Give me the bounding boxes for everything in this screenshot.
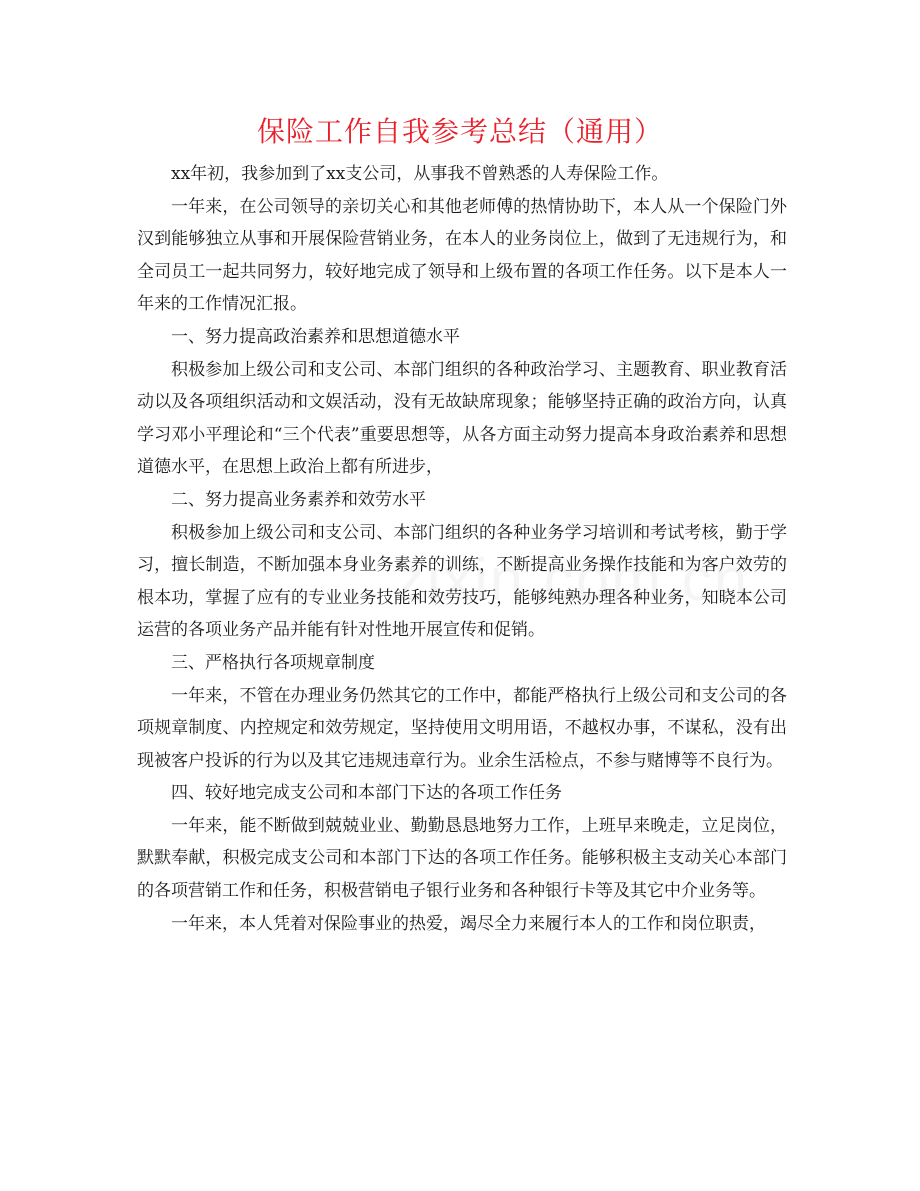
document-title: 保险工作自我参考总结（通用） — [256, 115, 663, 148]
paragraph-overview: 一年来，在公司领导的亲切关心和其他老师傅的热情协助下，本人从一个保险门外汉到能够独立从事和开展保险营销业务，在本人的业务岗位上，做到了无违规行为，和全司员工一起共同努力，较好地完成了领导和上级布置的各项工作任务。以下是本人一年来的工作情况汇报。 — [137, 196, 787, 315]
document-body — [137, 158, 787, 940]
paragraph-section-2: 积极参加上级公司和支公司、本部门组织的各种业务学习培训和考试考核，勤于学习，擅长制造，不断加强本身业务素养的训练，不断提高业务操作技能和为客户效劳的根本功，掌握了应有的专业业务技能和效劳技巧，能够纯熟办理各种业务，知晓本公司运营的各项业务产品并能有针对性地开展宣传和促销。 — [137, 522, 787, 641]
paragraph-closing: 一年来，本人凭着对保险事业的热爱，竭尽全力来履行本人的工作和岗位职责， — [171, 913, 766, 934]
paragraph-section-1: 积极参加上级公司和支公司、本部门组织的各种政治学习、主题教育、职业教育活动以及各项组织活动和文娱活动，没有无故缺席现象；能够坚持正确的政治方向，认真学习邓小平理论和“三个代表”重要思想等，从各方面主动努力提高本身政治素养和思想道德水平，在思想上政治上都有所进步， — [137, 359, 787, 478]
section-heading-2: 二、努力提高业务素养和效劳水平 — [171, 489, 426, 510]
paragraph-section-3: 一年来，不管在办理业务仍然其它的工作中，都能严格执行上级公司和支公司的各项规章制度、内控规定和效劳规定，坚持使用文明用语，不越权办事，不谋私，没有出现被客户投诉的行为以及其它违规违章行为。业余生活检点，不参与赌博等不良行为。 — [137, 685, 787, 771]
paragraph-intro: xx年初，我参加到了xx支公司，从事我不曾熟悉的人寿保险工作。 — [171, 164, 669, 184]
section-heading-3: 三、严格执行各项规章制度 — [171, 652, 375, 673]
paragraph-section-4: 一年来，能不断做到兢兢业业、勤勤恳恳地努力工作，上班早来晚走，立足岗位，默默奉献，积极完成支公司和本部门下达的各项工作任务。能够积极主支动关心本部门的各项营销工作和任务，积极营销电子银行业务和各种银行卡等及其它中介业务等。 — [137, 815, 787, 902]
section-heading-4: 四、较好地完成支公司和本部门下达的各项工作任务 — [171, 783, 562, 804]
section-heading-1: 一、努力提高政治素养和思想道德水平 — [171, 326, 460, 347]
